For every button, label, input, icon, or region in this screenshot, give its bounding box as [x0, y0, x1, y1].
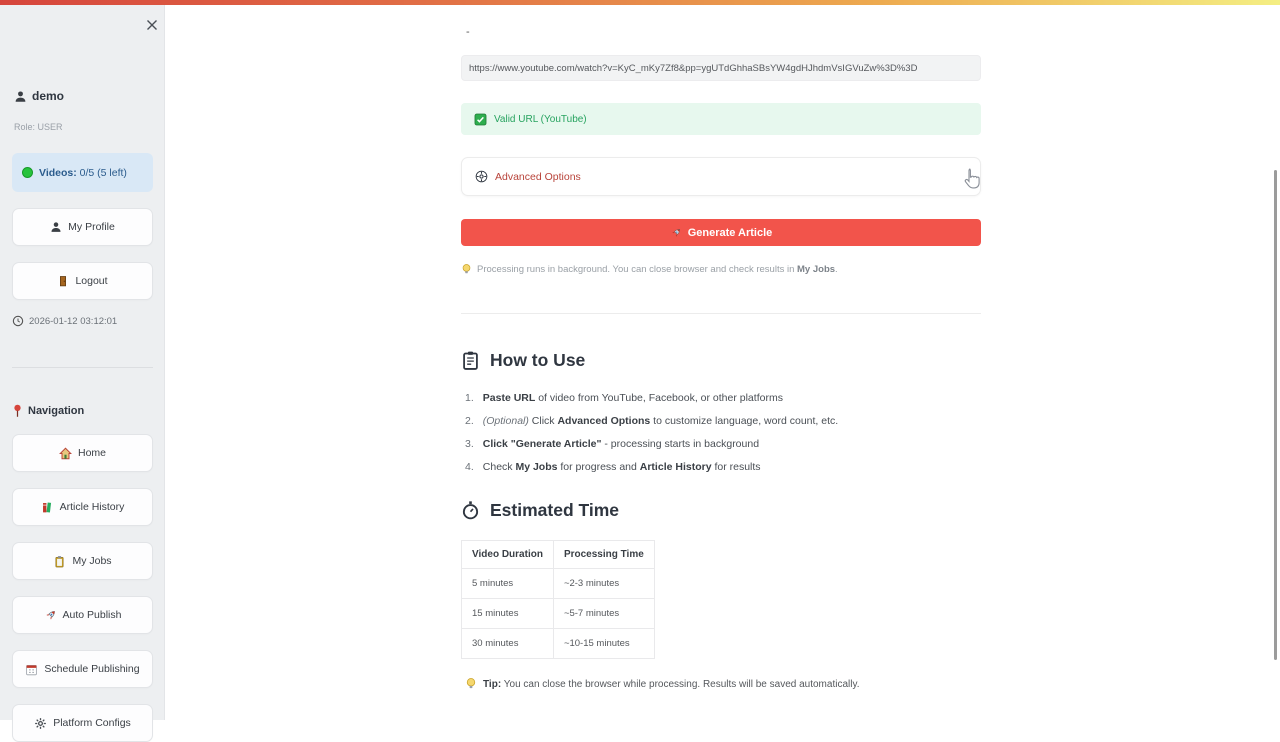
sidebar-item-auto-publish[interactable]: [12, 596, 153, 634]
col-processing-time: Processing Time: [553, 541, 654, 569]
navigation-title: Navigation: [28, 405, 85, 417]
stopwatch-icon: [461, 500, 480, 521]
how-to-steps: [465, 392, 838, 484]
clipboard-icon: [53, 555, 66, 568]
rocket-icon: [44, 609, 57, 622]
main-content: [461, 0, 981, 720]
note-suffix: .: [835, 264, 838, 275]
person-icon: [50, 221, 62, 233]
sidebar-divider: [12, 367, 153, 368]
rocket-icon: [670, 227, 682, 239]
check-square-icon: [474, 113, 487, 126]
advanced-options-label: Advanced Options: [495, 170, 581, 183]
sidebar: [0, 5, 165, 729]
dash-text: -: [466, 26, 470, 38]
logout-label: Logout: [75, 275, 108, 287]
my-profile-button[interactable]: [12, 208, 153, 246]
books-icon: [41, 501, 54, 514]
gear-icon: [34, 717, 47, 730]
sidebar-item-my-jobs[interactable]: [12, 542, 153, 580]
videos-label: Videos:: [39, 166, 77, 179]
sidebar-item-article-history[interactable]: [12, 488, 153, 526]
user-name-label: demo: [32, 89, 65, 103]
sidebar-item-schedule-publishing[interactable]: [12, 650, 153, 688]
calendar-icon: [25, 663, 38, 676]
table-row: 30 minutes ~10-15 minutes: [462, 629, 655, 659]
logout-button[interactable]: [12, 262, 153, 300]
how-to-step: 3. Click "Generate Article" - processing starts in background: [465, 438, 760, 450]
divider: [461, 313, 981, 314]
note-bold: My Jobs: [797, 264, 836, 275]
estimated-time-table: [461, 540, 655, 659]
sidebar-item-label: Article History: [59, 501, 125, 513]
clipboard-icon: [461, 350, 480, 371]
tip-text: You can close the browser while processing. Results will be saved automatically.: [501, 678, 860, 690]
videos-quota-badge: [12, 153, 153, 192]
processing-note: [461, 263, 838, 276]
green-dot-icon: [22, 167, 33, 178]
estimated-time-title: Estimated Time: [490, 500, 620, 520]
table-row: 15 minutes ~5-7 minutes: [462, 599, 655, 629]
advanced-options-toggle[interactable]: [461, 157, 981, 196]
note-prefix: Processing runs in background. You can close browser and check results in: [477, 264, 798, 275]
pin-icon: [12, 404, 23, 418]
timestamp-value: 2026-01-12 03:12:01: [29, 315, 118, 327]
videos-value: 0/5 (5 left): [79, 166, 127, 179]
video-url-input[interactable]: [461, 55, 981, 81]
table-row: 5 minutes ~2-3 minutes: [462, 569, 655, 599]
bulb-icon: [465, 677, 477, 691]
generate-article-label: Generate Article: [687, 226, 773, 239]
sidebar-item-label: Auto Publish: [62, 609, 122, 621]
sidebar-item-label: Platform Configs: [53, 717, 131, 729]
gear-icon: [475, 170, 488, 183]
home-icon: [59, 447, 72, 460]
sidebar-item-platform-configs[interactable]: [12, 704, 153, 742]
sidebar-item-label: Home: [77, 447, 106, 459]
url-validation-banner: [461, 103, 981, 135]
my-profile-label: My Profile: [68, 221, 115, 233]
door-icon: [57, 275, 69, 287]
how-to-use-title: How to Use: [490, 350, 586, 370]
bulb-icon: [461, 263, 472, 276]
how-to-step: 1. Paste URL of video from YouTube, Facebook, or other platforms: [465, 392, 783, 404]
how-to-step: 2. (Optional) Click Advanced Options to customize language, word count, etc.: [465, 415, 839, 427]
how-to-step: 4. Check My Jobs for progress and Article History for results: [465, 461, 761, 473]
user-role: Role: USER: [14, 122, 63, 132]
validation-message: Valid URL (YouTube): [494, 113, 587, 125]
tip-bold: Tip:: [483, 678, 502, 690]
scrollbar-thumb[interactable]: [1274, 170, 1277, 660]
navigation-heading: [12, 404, 84, 418]
estimated-time-rows: [462, 569, 655, 659]
user-icon: [14, 90, 27, 103]
clock-icon: [12, 315, 24, 327]
sidebar-item-label: Schedule Publishing: [44, 663, 140, 675]
sidebar-item-label: My Jobs: [72, 555, 112, 567]
timestamp: [12, 315, 117, 327]
user-name: [14, 89, 64, 103]
col-video-duration: Video Duration: [462, 541, 554, 569]
close-icon[interactable]: [144, 17, 160, 33]
nav-buttons: [12, 434, 153, 742]
tip-note: [465, 677, 860, 691]
sidebar-item-home[interactable]: [12, 434, 153, 472]
estimated-time-heading: [461, 500, 619, 521]
how-to-use-heading: [461, 350, 585, 371]
generate-article-button[interactable]: [461, 219, 981, 246]
